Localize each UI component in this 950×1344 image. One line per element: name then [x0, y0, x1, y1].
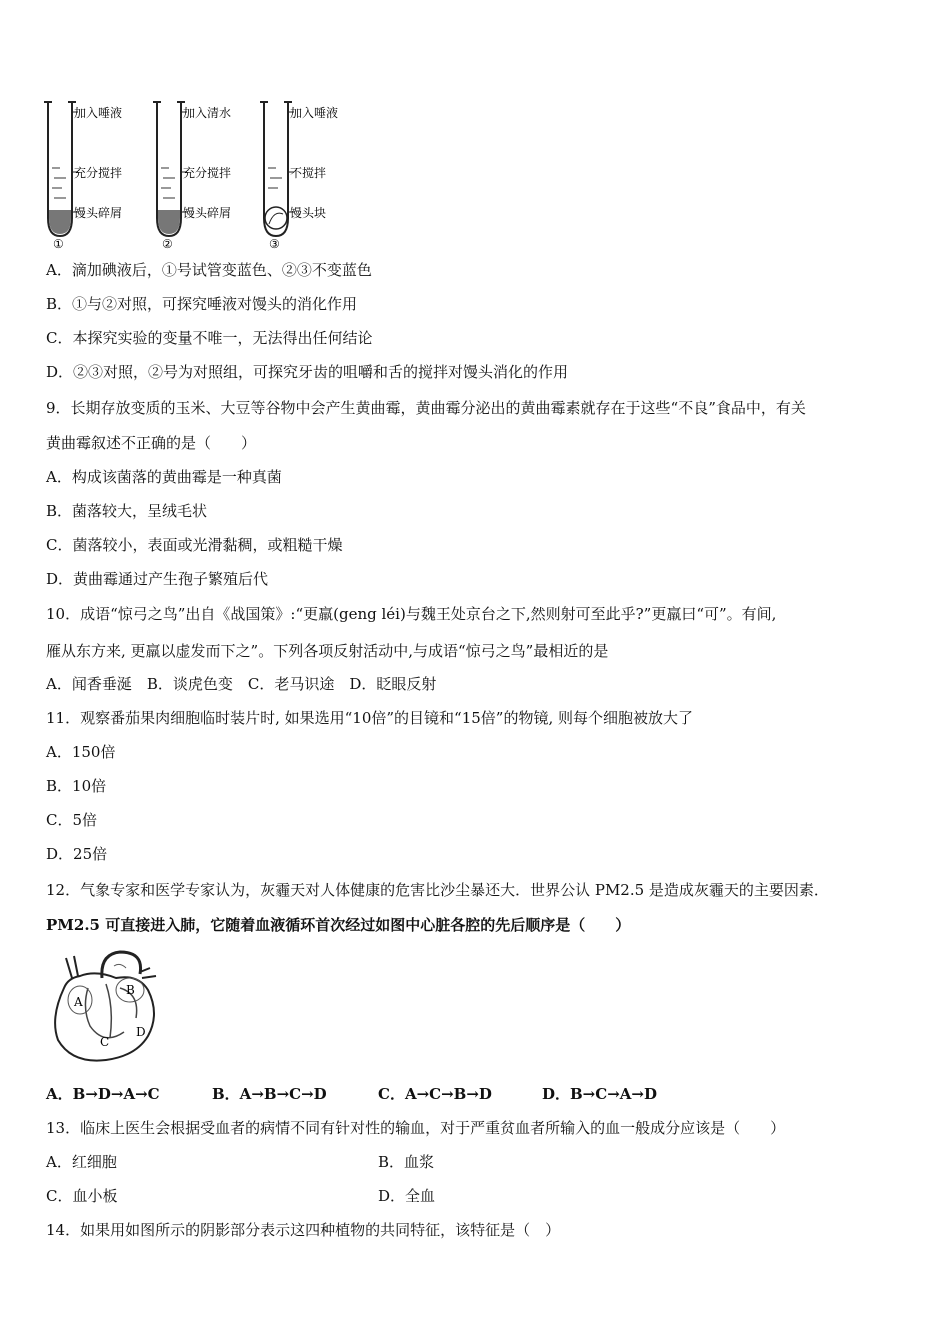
tube3-bottom-label: 馒头块 [290, 206, 327, 220]
q13-stem: 13．临床上医生会根据受血者的病情不同有针对性的输血，对于严重贫血者所输入的血一般成分应该是（ ） [46, 1119, 786, 1137]
q11-option-d: D．25倍 [46, 845, 108, 863]
q10-options: A．闻香垂涎 B．谈虎色变 C．老马识途 D．眨眼反射 [46, 675, 437, 693]
test-tube-2 [153, 102, 187, 236]
q9-option-a: A．构成该菌落的黄曲霉是一种真菌 [46, 468, 282, 486]
tube3-top-label: 加入唾液 [290, 106, 339, 120]
q13-option-d: D．全血 [378, 1187, 436, 1205]
tube3-mid-label: 不搅拌 [290, 166, 327, 180]
q12-stem-line1: 12．气象专家和医学专家认为，灰霾天对人体健康的危害比沙尘暴还大．世界公认 PM2.5 是造成灰霾天的主要因素． [46, 881, 829, 899]
tube1-mid-label: 充分搅拌 [74, 166, 123, 180]
tube2-top-label: 加入清水 [183, 106, 232, 120]
q10-stem-line2: 雁从东方来, 更羸以虚发而下之”。下列各项反射活动中,与成语“惊弓之鸟”最相近的是 [46, 642, 609, 660]
q9-stem-line1: 9．长期存放变质的玉米、大豆等谷物中会产生黄曲霉，黄曲霉分泌出的黄曲霉素就存在于这些“不良”食品中，有关 [46, 399, 806, 417]
q8-option-c: C．本探究实验的变量不唯一，无法得出任何结论 [46, 329, 373, 347]
tube2-mid-label: 充分搅拌 [183, 166, 232, 180]
q8-option-b: B．①与②对照，可探究唾液对馒头的消化作用 [46, 295, 358, 313]
q12-option-c: C．A→C→B→D [378, 1085, 492, 1103]
heart-chamber-d-label: D [136, 1025, 146, 1039]
q8-option-d: D．②③对照，②号为对照组，可探究牙齿的咀嚼和舌的搅拌对馒头消化的作用 [46, 363, 569, 381]
q11-stem: 11．观察番茄果肉细胞临时装片时, 如果选用“10倍”的目镜和“15倍”的物镜, 则每个细胞被放大了 [46, 709, 694, 727]
q9-option-c: C．菌落较小，表面或光滑黏稠，或粗糙干燥 [46, 536, 343, 554]
test-tube-3 [260, 102, 294, 236]
q10-stem-line1: 10．成语“惊弓之鸟”出自《战国策》:“更羸(geng léi)与魏王处京台之下,然则射可至此乎?”更羸曰“可”。有间, [46, 605, 777, 623]
q9-option-d: D．黄曲霉通过产生孢子繁殖后代 [46, 570, 269, 588]
q13-option-b: B．血浆 [378, 1153, 435, 1171]
q11-option-b: B．10倍 [46, 777, 107, 795]
tube1-number: ① [53, 237, 64, 250]
heart-chamber-b-label: B [126, 983, 135, 997]
heart-chamber-a-label: A [74, 995, 83, 1009]
q11-option-a: A．150倍 [46, 743, 116, 761]
q13-option-a: A．红细胞 [46, 1153, 117, 1171]
q11-option-c: C．5倍 [46, 811, 98, 829]
heart-chamber-c-label: C [100, 1035, 110, 1049]
q9-stem-line2: 黄曲霉叙述不正确的是（ ） [46, 434, 257, 452]
tube2-bottom-label: 馒头碎屑 [183, 206, 232, 220]
q12-stem-line2: PM2.5 可直接进入肺，它随着血液循环首次经过如图中心脏各腔的先后顺序是（ ） [46, 916, 631, 934]
q12-option-d: D．B→C→A→D [542, 1085, 657, 1103]
q12-option-a: A．B→D→A→C [46, 1085, 160, 1103]
q8-option-a: A．滴加碘液后，①号试管变蓝色、②③不变蓝色 [46, 261, 372, 279]
q12-option-b: B．A→B→C→D [212, 1085, 327, 1103]
q9-option-b: B．菌落较大，呈绒毛状 [46, 502, 208, 520]
test-tube-figure [40, 98, 360, 250]
q13-option-c: C．血小板 [46, 1187, 118, 1205]
heart-diagram [44, 948, 184, 1068]
tube3-number: ③ [269, 237, 280, 250]
tube2-number: ② [162, 237, 173, 250]
q14-stem: 14．如果用如图所示的阴影部分表示这四种植物的共同特征，该特征是（ ） [46, 1221, 561, 1239]
tube1-bottom-label: 馒头碎屑 [74, 206, 123, 220]
tube1-top-label: 加入唾液 [74, 106, 123, 120]
test-tube-1 [44, 102, 78, 236]
